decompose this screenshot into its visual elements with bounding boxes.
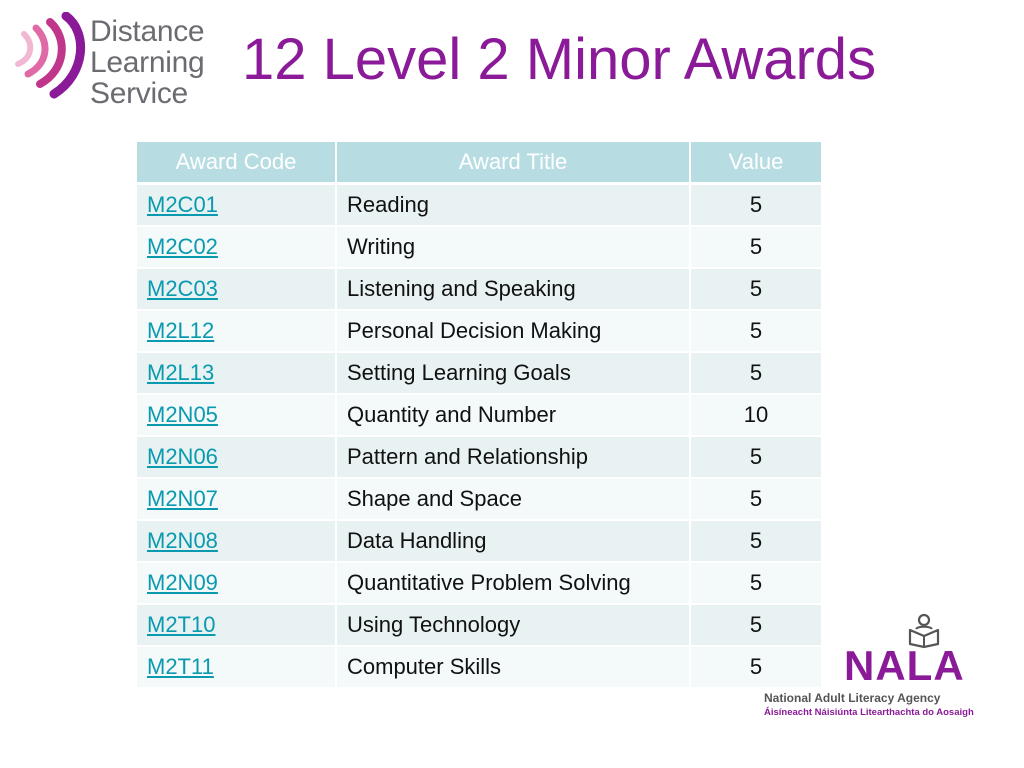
award-title-cell: Reading <box>336 184 690 227</box>
table-row <box>137 310 821 352</box>
award-code-cell <box>137 352 336 394</box>
award-code-link[interactable]: M2L13 <box>147 360 215 385</box>
table-row <box>137 352 821 394</box>
table-row <box>137 604 821 646</box>
award-code-cell <box>137 268 336 310</box>
table-row <box>137 436 821 478</box>
awards-table <box>137 142 821 689</box>
logo-line-3: Service <box>90 77 188 110</box>
award-code-link[interactable]: M2N06 <box>147 444 218 469</box>
award-value-cell: 5 <box>690 478 821 520</box>
award-code-cell <box>137 646 336 688</box>
header-award-code: Award Code <box>137 142 336 184</box>
table-row <box>137 394 821 436</box>
header-value: Value <box>690 142 821 184</box>
award-value-cell: 10 <box>690 394 821 436</box>
award-title-cell: Shape and Space <box>336 478 690 520</box>
table-row <box>137 226 821 268</box>
award-code-cell <box>137 226 336 268</box>
table-row <box>137 478 821 520</box>
award-code-cell <box>137 394 336 436</box>
award-code-link[interactable]: M2N05 <box>147 402 218 427</box>
logo-line-2: Learning <box>90 46 205 79</box>
award-code-cell <box>137 478 336 520</box>
table-row <box>137 184 821 227</box>
award-title-cell: Pattern and Relationship <box>336 436 690 478</box>
award-title-cell: Using Technology <box>336 604 690 646</box>
award-code-link[interactable]: M2N09 <box>147 570 218 595</box>
award-code-cell <box>137 436 336 478</box>
award-value-cell: 5 <box>690 520 821 562</box>
award-value-cell: 5 <box>690 226 821 268</box>
award-code-link[interactable]: M2C01 <box>147 192 218 217</box>
award-value-cell: 5 <box>690 562 821 604</box>
award-value-cell: 5 <box>690 310 821 352</box>
nala-logo <box>760 612 974 722</box>
award-code-cell <box>137 310 336 352</box>
table-row <box>137 520 821 562</box>
distance-learning-service-logo <box>12 12 227 112</box>
award-title-cell: Quantity and Number <box>336 394 690 436</box>
award-title-cell: Personal Decision Making <box>336 310 690 352</box>
header-award-title: Award Title <box>336 142 690 184</box>
award-value-cell: 5 <box>690 352 821 394</box>
award-title-cell: Quantitative Problem Solving <box>336 562 690 604</box>
nala-tagline: National Adult Literacy Agency <box>764 691 941 705</box>
page-title: 12 Level 2 Minor Awards <box>242 27 877 92</box>
award-title-cell: Writing <box>336 226 690 268</box>
award-code-cell <box>137 604 336 646</box>
award-code-link[interactable]: M2C03 <box>147 276 218 301</box>
nala-wordmark: NALA <box>844 642 965 689</box>
award-value-cell: 5 <box>690 436 821 478</box>
award-code-cell <box>137 184 336 227</box>
table-row <box>137 562 821 604</box>
award-code-link[interactable]: M2L12 <box>147 318 215 343</box>
award-code-cell <box>137 562 336 604</box>
award-code-link[interactable]: M2C02 <box>147 234 218 259</box>
logo-wordmark <box>90 16 204 109</box>
award-title-cell: Listening and Speaking <box>336 268 690 310</box>
award-value-cell: 5 <box>690 604 821 646</box>
award-code-link[interactable]: M2N07 <box>147 486 218 511</box>
table-row <box>137 268 821 310</box>
award-code-link[interactable]: M2T10 <box>147 612 216 637</box>
arc-swoosh-icon <box>12 12 87 102</box>
award-code-link[interactable]: M2N08 <box>147 528 218 553</box>
nala-tagline-irish: Áisíneacht Náisiúnta Litearthachta do Aosaigh <box>764 707 974 718</box>
award-title-cell: Setting Learning Goals <box>336 352 690 394</box>
table-header-row <box>137 142 821 184</box>
award-value-cell: 5 <box>690 268 821 310</box>
award-code-cell <box>137 520 336 562</box>
award-value-cell: 5 <box>690 646 821 688</box>
award-value-cell: 5 <box>690 184 821 227</box>
award-code-link[interactable]: M2T11 <box>147 654 214 679</box>
award-title-cell: Data Handling <box>336 520 690 562</box>
table-row <box>137 646 821 688</box>
award-title-cell: Computer Skills <box>336 646 690 688</box>
logo-line-1: Distance <box>90 15 205 48</box>
